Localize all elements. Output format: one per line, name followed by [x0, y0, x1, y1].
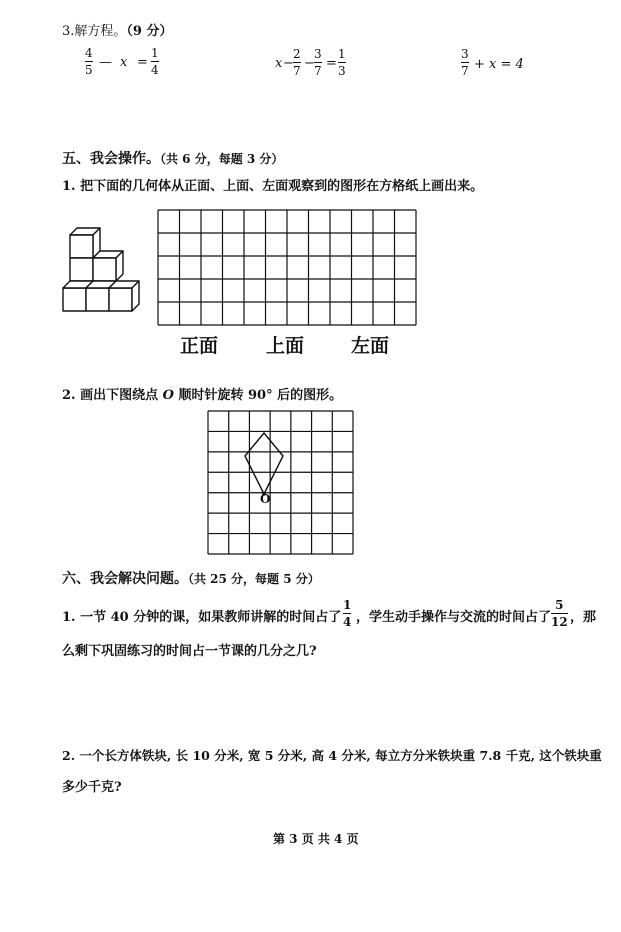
sec6-q1-line1 — [62, 606, 341, 625]
eq1-num: 4 — [85, 46, 93, 60]
eq1-var: x — [120, 55, 128, 70]
sec5-q2-pre: 2. 画出下图绕点 — [62, 388, 163, 403]
eq2-rnum: 1 — [338, 47, 346, 61]
eq2-result — [338, 47, 346, 78]
sec6-q1-a: 1. 一节 40 分钟的课，如果教师讲解的时间占了 — [62, 610, 342, 625]
sec5-q2-var: O — [162, 388, 174, 403]
eq3-rest: + x = 4 — [474, 57, 524, 72]
eq1-fraction — [85, 46, 93, 77]
section-5-heading — [62, 148, 283, 168]
drawing-grid-large[interactable] — [157, 209, 417, 326]
section-6-title: 六、我会解决问题。 — [62, 571, 188, 587]
eq3-den: 7 — [461, 64, 469, 78]
eq3-fraction — [461, 47, 469, 78]
eq1-op: — — [99, 55, 112, 70]
eq1-rden: 4 — [151, 63, 159, 77]
eq2-minus2: − — [304, 56, 315, 71]
eq2-d2: 7 — [314, 64, 322, 78]
section-6-points: （共 25 分，每题 5 分） — [188, 572, 320, 586]
kite-shape — [245, 433, 283, 494]
sec6-q2-line2: 多少千克? — [62, 780, 122, 795]
sec6-q1-line2: 么剩下巩固练习的时间占一节课的几分之几? — [62, 644, 317, 659]
section-6-heading — [62, 568, 320, 588]
sec6-q1-frac2 — [551, 598, 568, 629]
section-5-title: 五、我会操作。 — [62, 151, 160, 167]
sec6-q1-f1-num: 1 — [343, 598, 352, 612]
sec5-q2-text — [62, 384, 342, 403]
eq2-n2: 3 — [314, 47, 322, 61]
sec6-q1-f1-den: 4 — [343, 615, 352, 629]
face-label-top: 上面 — [266, 335, 305, 357]
sec6-q1-f2-den: 12 — [551, 615, 568, 629]
eq1-eq: = — [137, 55, 148, 70]
section-5-points: （共 6 分，每题 3 分） — [160, 152, 284, 166]
eq2-n1: 2 — [293, 47, 301, 61]
sec6-q2-line1: 2. 一个长方体铁块, 长 10 分米, 宽 5 分米, 高 4 分米, 每立方分米铁块重 7.8 千克, 这个铁块重 — [62, 748, 602, 763]
eq2-frac2 — [314, 47, 322, 78]
eq2-frac1 — [293, 47, 301, 78]
sec6-q1-frac1 — [343, 598, 351, 629]
eq2-minus1: − — [283, 56, 294, 71]
eq2-var: x — [275, 56, 283, 71]
eq1-rnum: 1 — [151, 46, 159, 60]
cube-solid-figure — [55, 220, 155, 320]
eq2-eq: = — [326, 56, 337, 71]
sec5-q2-post: 顺时针旋转 90° 后的图形。 — [173, 388, 343, 403]
eq2-d1: 7 — [293, 64, 301, 78]
point-o-label: O — [260, 492, 271, 506]
sec6-q1-b: ，学生动手操作与交流的时间占了 — [356, 610, 552, 625]
sec6-q1-c: ，那 — [570, 610, 597, 625]
rotation-grid[interactable] — [207, 410, 354, 555]
eq2-rden: 3 — [338, 64, 346, 78]
eq3-num: 3 — [461, 47, 469, 61]
q3-points: （9 分） — [126, 24, 173, 39]
sec6-q1-f2-num: 5 — [555, 598, 564, 612]
face-label-front: 正面 — [180, 335, 219, 357]
q3-title — [62, 20, 172, 39]
eq1-result — [151, 46, 159, 77]
page-footer: 第 3 页 共 4 页 — [273, 832, 359, 846]
q3-title-text: 3.解方程。 — [62, 24, 127, 39]
eq1-den: 5 — [85, 63, 93, 77]
sec5-q1-text: 1. 把下面的几何体从正面、上面、左面观察到的图形在方格纸上画出来。 — [62, 179, 484, 194]
face-label-left: 左面 — [351, 335, 390, 357]
